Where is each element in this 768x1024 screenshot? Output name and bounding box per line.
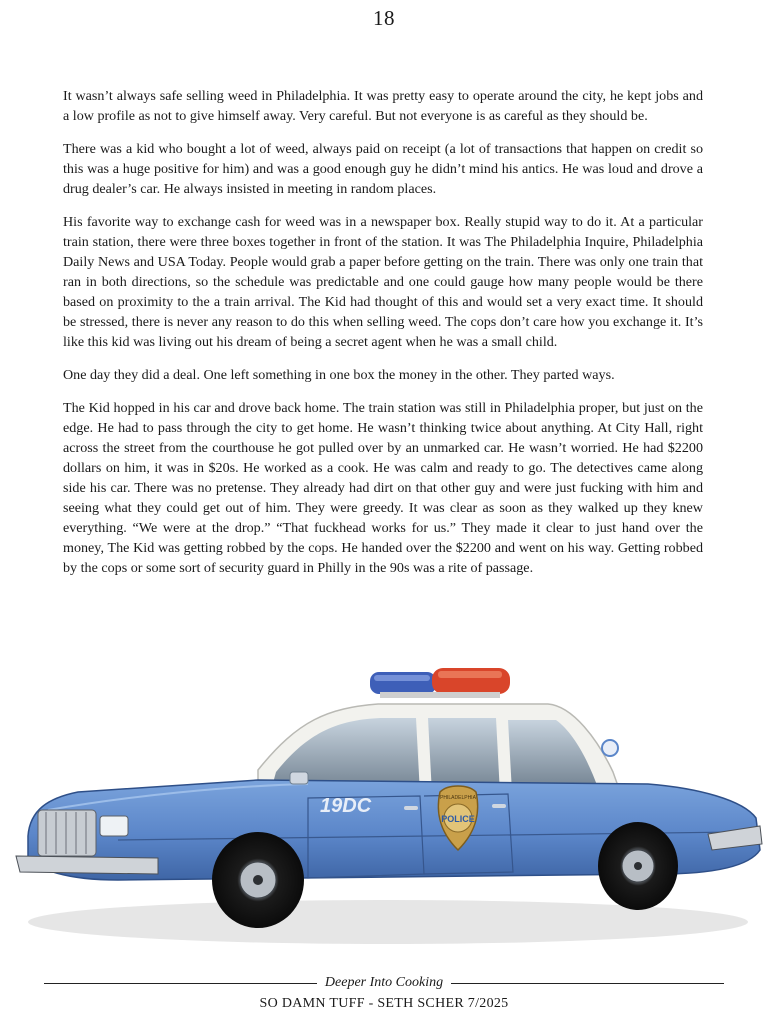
police-car-illustration (8, 660, 764, 960)
rear-wheel (598, 822, 678, 910)
paragraph: It wasn’t always safe selling weed in Philadelphia. It was pretty easy to operate around the city, he kept jobs and a low profile as not to give himself away. Very careful. But not everyone is as careful as they should be. (63, 88, 703, 124)
paragraph: The Kid hopped in his car and drove back home. The train station was still in Philadelphia proper, but just on the edge. He had to pass through the city to get home. He wasn’t thinking twice about anything. At City Hall, right across the street from the courthouse he got pulled over by an unmarked car. He wasn’t worried. He had $2200 dollars on him, it was in $20s. He worked as a cook. He was calm and ready to go. The detectives came along side his car. There was no pretense. They already had dirt on that other guy and were just fucking with him and seeing what they could get out of him. They were greedy. It was clear as soon as they walked up they knew everything. “We were at the drop.” “That fuckhead works for us.” They made it clear to just hand over the money, The Kid was getting robbed by the cops. He handed over the $2200 and went on his way. Getting robbed by the cops or some sort of security guard in Philly in the 90s was a rite of passage. (63, 400, 703, 576)
badge-top-text: PHILADELPHIA (440, 795, 476, 801)
paragraph: One day they did a deal. One left something in one box the money in the other. They parted ways. (63, 367, 615, 383)
light-bar (370, 668, 510, 698)
footer-rule-right (451, 983, 724, 984)
footer-subtitle: Deeper Into Cooking (324, 975, 444, 990)
footer-credit: SO DAMN TUFF - SETH SCHER 7/2025 (259, 996, 509, 1011)
paragraph: There was a kid who bought a lot of weed, always paid on receipt (a lot of transactions that happen on credit so this was a huge positive for him) and was a good enough guy he didn’t mind his antics. He was loud and drove a drug dealer’s car. He always insisted in meeting in random places. (63, 141, 703, 197)
page-number: 18 (373, 6, 395, 30)
body-text (63, 86, 703, 591)
page-footer (0, 972, 768, 1012)
paragraph: His favorite way to exchange cash for weed was in a newspaper box. Really stupid way to do it. At a particular train station, there were three boxes together in front of the station. It was The Philadelphia Inquire, Philadelphia Daily News and USA Today. People would grab a paper before getting on the train. There was only one train that ran in both directions, so the schedule was predictable and one could gauge how many people would be there based on proximity to the a train arrival. The Kid had thought of this and would set a very exact time. It should be stressed, there is never any reason to do this when selling weed. The cops don’t care how you exchange it. It’s like this kid was living out his dream of being a secret agent when he was a small child. (63, 214, 703, 350)
unit-number-text: 19DC (320, 795, 372, 817)
footer-rule-left (44, 983, 317, 984)
front-wheel (212, 832, 304, 928)
badge-text: POLICE (441, 814, 475, 824)
